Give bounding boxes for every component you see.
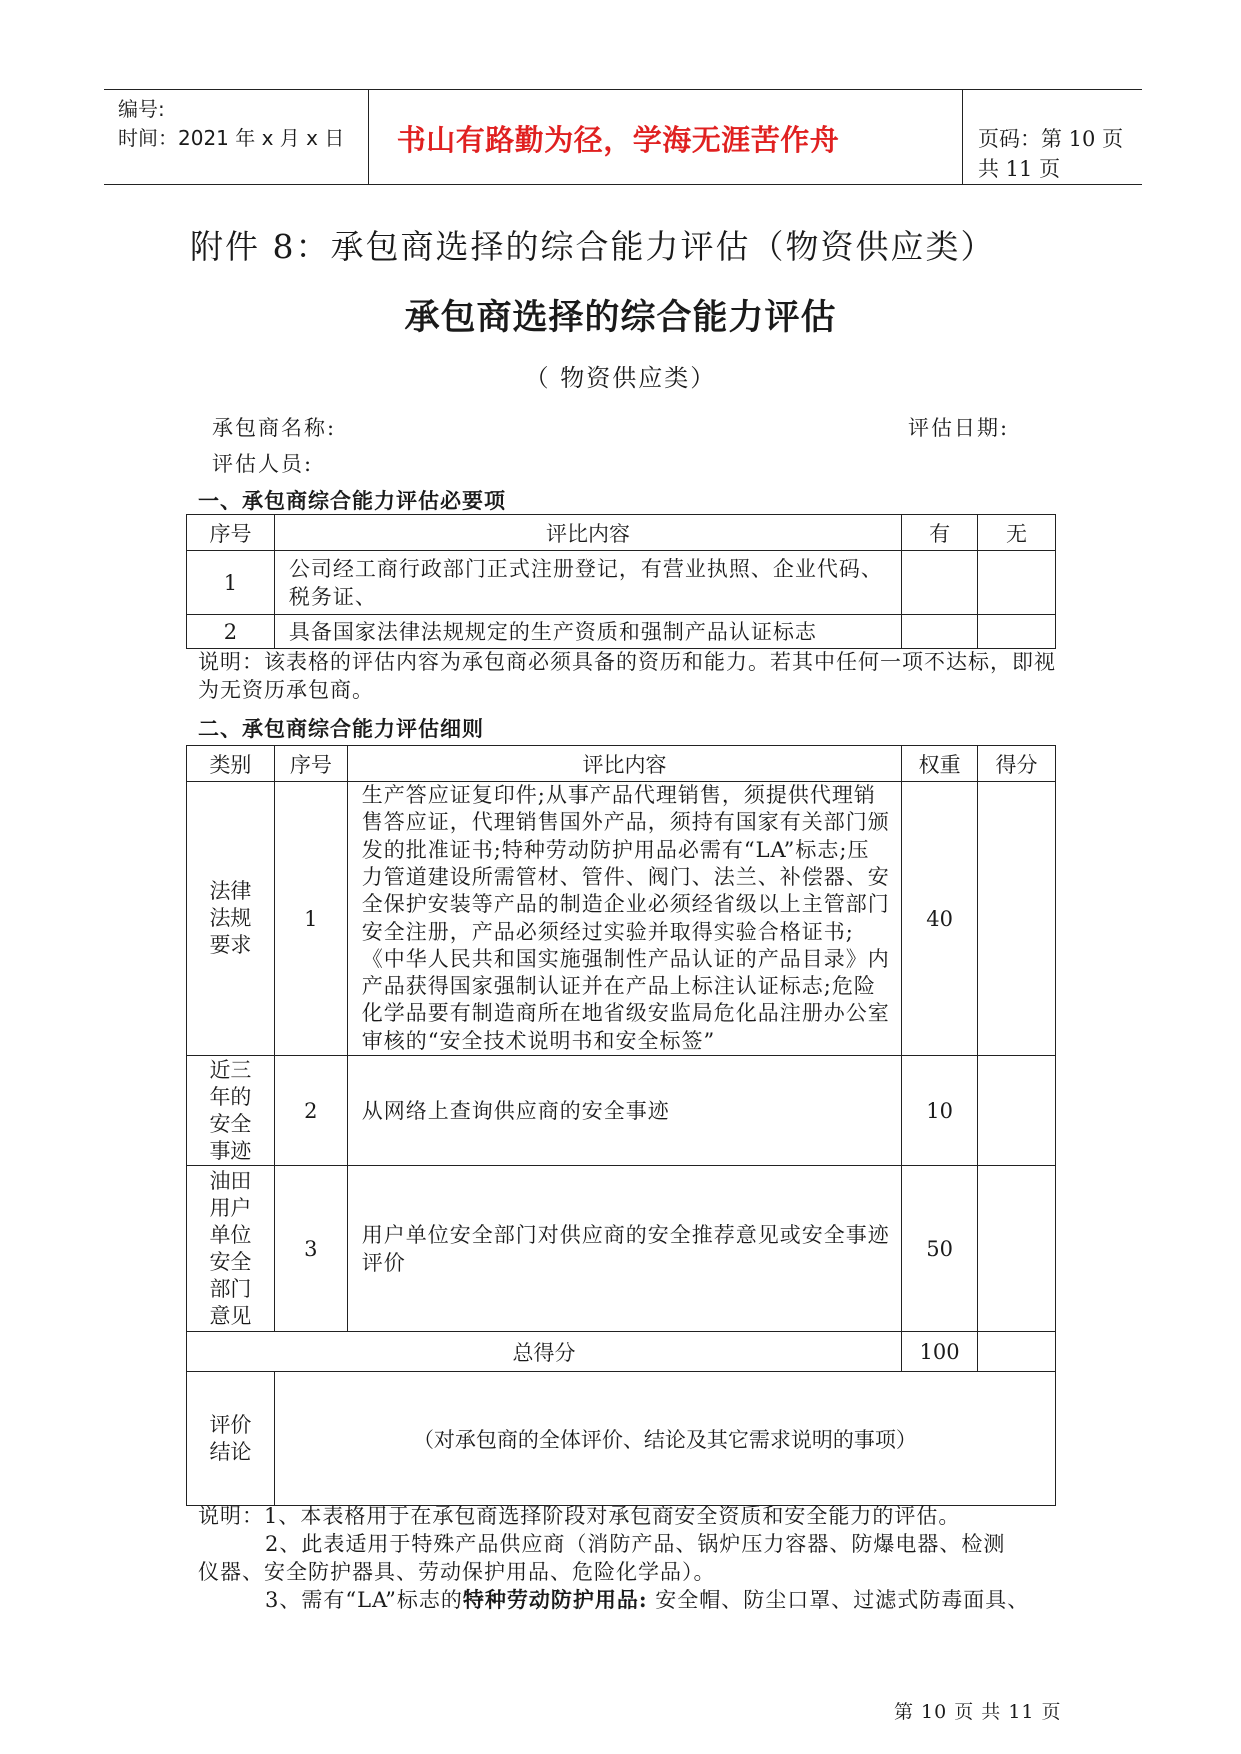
row-content: 公司经工商行政部门正式注册登记，有营业执照、企业代码、税务证、 xyxy=(274,551,901,615)
check-no-cell[interactable] xyxy=(978,615,1056,649)
table-row xyxy=(187,1166,1056,1332)
required-items-table xyxy=(186,514,1056,649)
row-weight: 40 xyxy=(902,782,978,1056)
total-label: 总得分 xyxy=(187,1332,902,1372)
row-no: 1 xyxy=(187,551,275,615)
score-cell[interactable] xyxy=(978,1056,1056,1166)
row-no: 3 xyxy=(274,1166,347,1332)
page-footer: 第 10 页 共 11 页 xyxy=(894,1701,1062,1723)
col-header-no: 序号 xyxy=(274,746,347,782)
note-line-4-bold: 特种劳动防护用品: xyxy=(462,1587,648,1612)
header-page-info: 页码：第 10 页 共 11 页 xyxy=(978,127,1124,181)
col-header-weight: 权重 xyxy=(902,746,978,782)
row-category: 油田 用户 单位 安全 部门 意见 xyxy=(187,1166,275,1332)
check-yes-cell[interactable] xyxy=(902,551,978,615)
document-number-label: 编号: xyxy=(118,97,165,121)
col-header-no-have: 无 xyxy=(978,515,1056,551)
col-header-category: 类别 xyxy=(187,746,275,782)
col-header-no: 序号 xyxy=(187,515,275,551)
col-header-score: 得分 xyxy=(978,746,1056,782)
total-value: 100 xyxy=(902,1332,978,1372)
contractor-name-label: 承包商名称: xyxy=(212,416,337,440)
table-row xyxy=(187,551,1056,615)
main-title: 承包商选择的综合能力评估 xyxy=(404,297,837,338)
criteria-table xyxy=(186,745,1056,1506)
conclusion-text[interactable]: （对承包商的全体评价、结论及其它需求说明的事项） xyxy=(274,1372,1055,1506)
attachment-title: 附件 8：承包商选择的综合能力评估（物资供应类） xyxy=(190,227,996,266)
conclusion-label: 评价 结论 xyxy=(187,1372,275,1506)
note-line-3: 仪器、安全防护器具、劳动保护用品、危险化学品）。 xyxy=(198,1560,716,1584)
note-line-1: 说明：1、本表格用于在承包商选择阶段对承包商安全资质和安全能力的评估。 xyxy=(198,1504,961,1528)
row-category: 近三 年的 安全 事迹 xyxy=(187,1056,275,1166)
note-line-4-suffix: 安全帽、防尘口罩、过滤式防毒面具、 xyxy=(647,1588,1030,1612)
header-info xyxy=(118,95,344,153)
check-no-cell[interactable] xyxy=(978,551,1056,615)
row-content: 用户单位安全部门对供应商的安全推荐意见或安全事迹评价 xyxy=(347,1166,901,1332)
col-header-content: 评比内容 xyxy=(347,746,901,782)
evaluators-label: 评估人员: xyxy=(212,452,314,476)
section2-heading: 二、承包商综合能力评估细则 xyxy=(198,716,484,741)
document-time-label: 时间：2021 年 x 月 x 日 xyxy=(118,126,345,150)
total-row xyxy=(187,1332,1056,1372)
score-cell[interactable] xyxy=(978,782,1056,1056)
total-score-cell[interactable] xyxy=(978,1332,1056,1372)
page-header xyxy=(104,89,1142,185)
row-no: 1 xyxy=(274,782,347,1056)
col-header-yes: 有 xyxy=(902,515,978,551)
table-row xyxy=(187,615,1056,649)
note-line-4-prefix: 3、需有“LA”标志的 xyxy=(265,1588,463,1612)
eval-date-label: 评估日期: xyxy=(908,416,1010,440)
row-content: 具备国家法律法规规定的生产资质和强制产品认证标志 xyxy=(274,615,901,649)
check-yes-cell[interactable] xyxy=(902,615,978,649)
row-no: 2 xyxy=(274,1056,347,1166)
table-header-row xyxy=(187,515,1056,551)
header-motto: 书山有路勤为径，学海无涯苦作舟 xyxy=(396,123,840,157)
row-weight: 10 xyxy=(902,1056,978,1166)
col-header-content: 评比内容 xyxy=(274,515,901,551)
row-category: 法律 法规 要求 xyxy=(187,782,275,1056)
row-content: 从网络上查询供应商的安全事迹 xyxy=(347,1056,901,1166)
score-cell[interactable] xyxy=(978,1166,1056,1332)
note-line-4 xyxy=(265,1586,1029,1614)
table-row xyxy=(187,1056,1056,1166)
header-divider xyxy=(962,90,963,184)
table-header-row xyxy=(187,746,1056,782)
row-weight: 50 xyxy=(902,1166,978,1332)
row-content: 生产答应证复印件;从事产品代理销售，须提供代理销售答应证，代理销售国外产品，须持有国家有关部门颁发的批准证书;特种劳动防护用品必需有“LA”标志;压力管道建设所需管材、管件、阀门、法兰、补偿器、安全保护安装等产品的制造企业必须经省级以上主管部门安全注册，产品必须经过实验并取得实验合格证书;《中华人民共和国实施强制性产品认证的产品目录》内产品获得国家强制认证并在产品上标注认证标志;危险化学品要有制造商所在地省级安监局危化品注册办公室审核的“安全技术说明书和安全标签” xyxy=(347,782,901,1056)
note-line-2: 2、此表适用于特殊产品供应商（消防产品、锅炉压力容器、防爆电器、检测 xyxy=(265,1532,1006,1556)
sub-title: （ 物资供应类） xyxy=(524,364,717,392)
conclusion-row xyxy=(187,1372,1056,1506)
section1-heading: 一、承包商综合能力评估必要项 xyxy=(198,488,506,513)
row-no: 2 xyxy=(187,615,275,649)
section1-note: 说明：该表格的评估内容为承包商必须具备的资历和能力。若其中任何一项不达标，即视为无资历承包商。 xyxy=(198,650,1056,702)
table-row xyxy=(187,782,1056,1056)
